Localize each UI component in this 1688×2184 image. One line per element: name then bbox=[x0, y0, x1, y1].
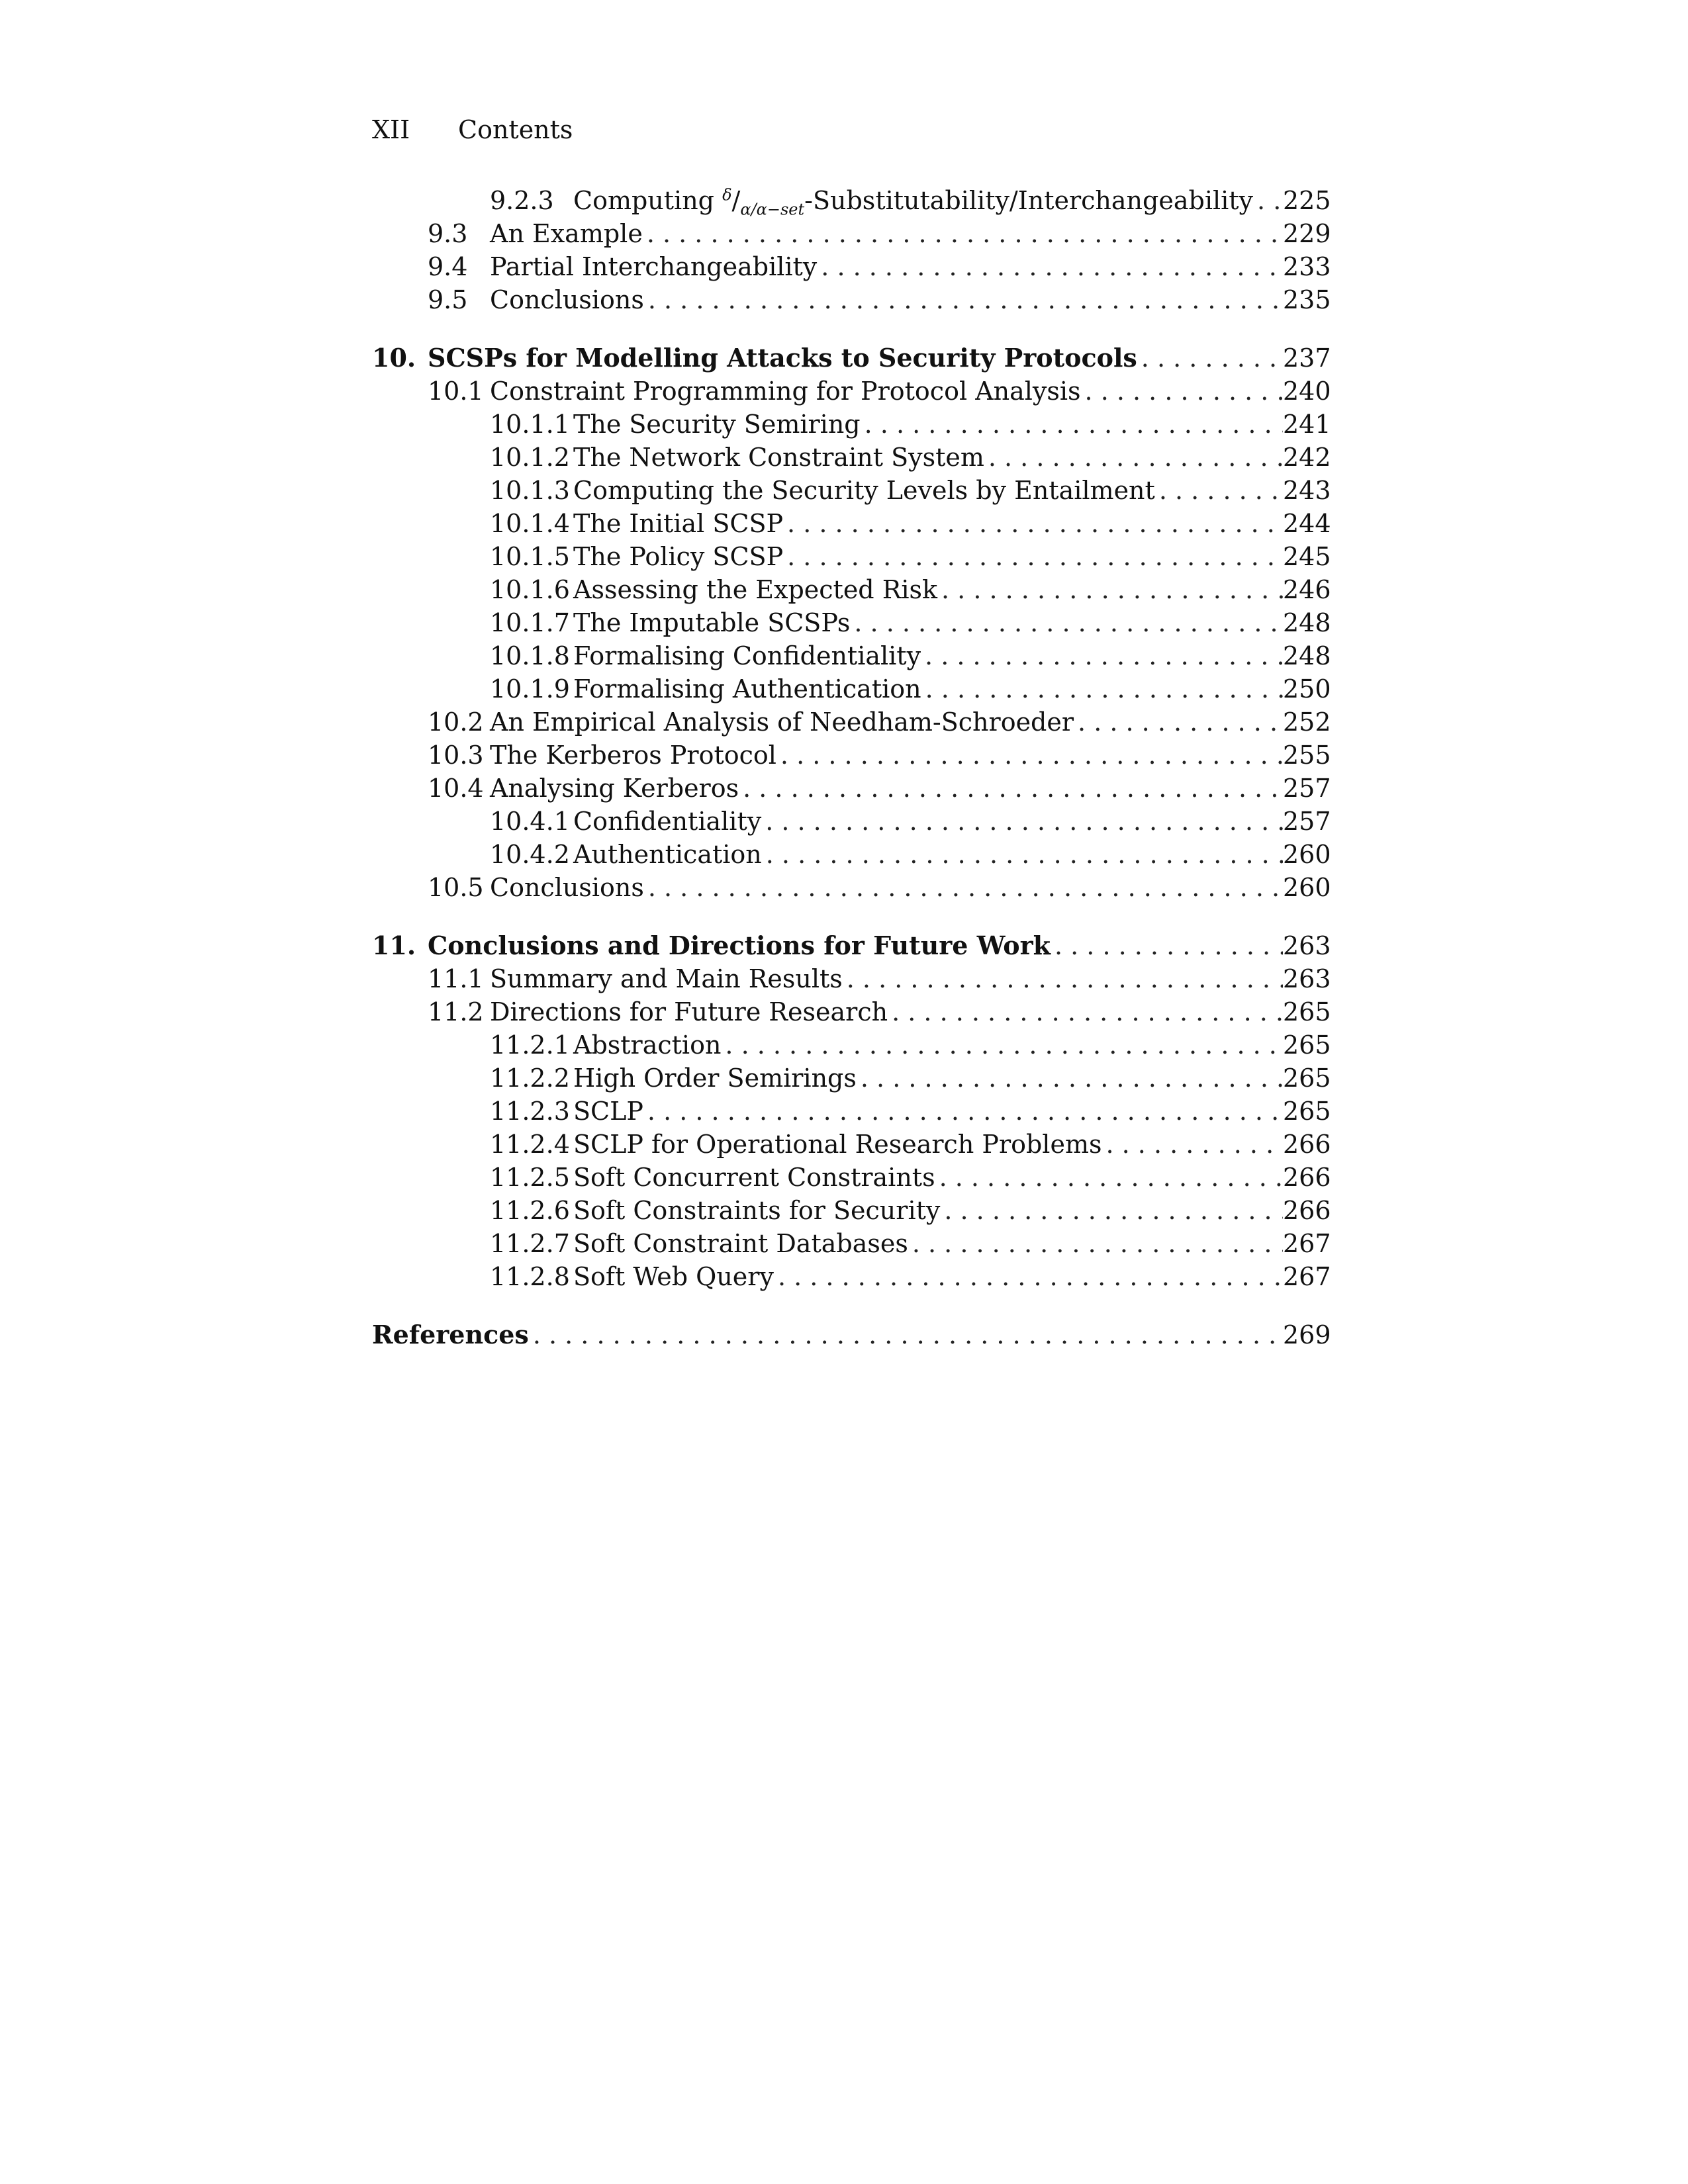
toc-entry-title: An Empirical Analysis of Needham-Schroeder bbox=[490, 707, 1074, 737]
toc-entry-number: 10.1.5 bbox=[490, 542, 570, 571]
toc-entry-number: 11.2.2 bbox=[490, 1064, 570, 1093]
dot-leader bbox=[721, 1028, 1283, 1062]
toc-entry-title: Soft Constraints for Security bbox=[573, 1196, 941, 1225]
toc-entry-page: 255 bbox=[1283, 741, 1331, 770]
dot-leader bbox=[776, 739, 1283, 772]
toc-entry-section[interactable] bbox=[372, 283, 1331, 316]
toc-entry-title: SCLP for Operational Research Problems bbox=[573, 1130, 1102, 1159]
toc-entry-page: 260 bbox=[1283, 873, 1331, 902]
toc-entry-number: 9.3 bbox=[428, 219, 468, 248]
toc-entry-number: 10.1.7 bbox=[490, 608, 570, 637]
dot-leader bbox=[762, 838, 1283, 871]
toc-entry-number: 11.1 bbox=[428, 964, 484, 993]
toc-entry-title: Computing the Security Levels by Entailment bbox=[573, 476, 1155, 505]
toc-entry-subsection[interactable] bbox=[372, 1260, 1331, 1293]
toc-entry-number: 11.2.8 bbox=[490, 1262, 570, 1291]
toc-entry-number: 10.2 bbox=[428, 707, 484, 737]
toc-entry-section[interactable] bbox=[372, 250, 1331, 283]
toc-entry-number: 10.1.1 bbox=[490, 410, 570, 439]
toc-entry-page: 266 bbox=[1283, 1130, 1331, 1159]
toc-entry-number: 10.4.1 bbox=[490, 807, 570, 836]
dot-leader bbox=[857, 1062, 1283, 1095]
toc-entry-page: 257 bbox=[1283, 774, 1331, 803]
toc-entry-subsection[interactable] bbox=[372, 1194, 1331, 1227]
toc-entry-number: 10. bbox=[372, 343, 416, 373]
dot-leader bbox=[783, 507, 1283, 540]
dot-leader bbox=[761, 805, 1283, 838]
toc-entry-section[interactable] bbox=[372, 772, 1331, 805]
toc-entry-number: 10.1 bbox=[428, 377, 484, 406]
toc-entry-number: 11.2.7 bbox=[490, 1229, 570, 1258]
table-of-contents bbox=[372, 184, 1331, 1351]
toc-entry-page: 245 bbox=[1283, 542, 1331, 571]
toc-entry-subsection[interactable] bbox=[372, 1161, 1331, 1194]
toc-entry-page: 250 bbox=[1283, 674, 1331, 704]
dot-leader bbox=[817, 250, 1283, 283]
dot-leader bbox=[644, 871, 1283, 904]
toc-entry-page: 265 bbox=[1283, 1030, 1331, 1060]
toc-entry-number: 10.1.3 bbox=[490, 476, 570, 505]
toc-entry-number: 11.2.5 bbox=[490, 1163, 570, 1192]
dot-leader bbox=[843, 962, 1283, 995]
toc-entry-title: An Example bbox=[490, 219, 643, 248]
toc-entry-title: SCSPs for Modelling Attacks to Security Protocols bbox=[428, 343, 1137, 373]
toc-entry-number: 11.2.1 bbox=[490, 1030, 570, 1060]
toc-entry-page: 266 bbox=[1283, 1163, 1331, 1192]
toc-entry-title: Directions for Future Research bbox=[490, 997, 888, 1026]
toc-entry-title: Analysing Kerberos bbox=[490, 774, 739, 803]
toc-entry-page: 237 bbox=[1283, 343, 1331, 373]
toc-entry-subsection[interactable] bbox=[372, 606, 1331, 639]
toc-entry-page: 235 bbox=[1283, 285, 1331, 314]
toc-entry-title: Authentication bbox=[573, 840, 762, 869]
toc-entry-number: 10.1.8 bbox=[490, 641, 570, 670]
dot-leader bbox=[888, 995, 1283, 1028]
toc-entry-title: Assessing the Expected Risk bbox=[573, 575, 937, 604]
dot-leader bbox=[940, 1194, 1283, 1227]
toc-entry-title: The Security Semiring bbox=[573, 410, 861, 439]
toc-entry-title: Conclusions bbox=[490, 285, 644, 314]
math-superscript: δ bbox=[722, 185, 732, 205]
toc-entry-page: 229 bbox=[1283, 219, 1331, 248]
toc-entry-page: 265 bbox=[1283, 1064, 1331, 1093]
toc-entry-number: 9.2.3 bbox=[490, 186, 554, 215]
toc-entry-number: 10.1.6 bbox=[490, 575, 570, 604]
toc-entry-title: Conclusions bbox=[490, 873, 644, 902]
dot-leader bbox=[1081, 375, 1283, 408]
toc-entry-subsection[interactable] bbox=[372, 474, 1331, 507]
toc-entry-references[interactable] bbox=[372, 1318, 1331, 1351]
math-slash: / bbox=[731, 186, 741, 215]
toc-entry-title: The Kerberos Protocol bbox=[490, 741, 776, 770]
dot-leader bbox=[850, 606, 1283, 639]
toc-entry-subsection[interactable] bbox=[372, 184, 1331, 219]
toc-entry-title: Formalising Authentication bbox=[573, 674, 921, 704]
toc-entry-page: 243 bbox=[1283, 476, 1331, 505]
toc-entry-page: 246 bbox=[1283, 575, 1331, 604]
toc-entry-chapter[interactable] bbox=[372, 341, 1331, 375]
toc-entry-title: Formalising Confidentiality bbox=[573, 641, 921, 670]
dot-leader bbox=[1137, 341, 1283, 375]
toc-entry-number: 10.1.2 bbox=[490, 443, 570, 472]
toc-entry-subsection[interactable] bbox=[372, 540, 1331, 573]
toc-entry-subsection[interactable] bbox=[372, 672, 1331, 705]
toc-entry-title bbox=[573, 184, 1253, 217]
toc-entry-number: 10.1.9 bbox=[490, 674, 570, 704]
toc-entry-page: 260 bbox=[1283, 840, 1331, 869]
toc-entry-subsection[interactable] bbox=[372, 1095, 1331, 1128]
toc-entry-page: 244 bbox=[1283, 509, 1331, 538]
toc-entry-subsection[interactable] bbox=[372, 1128, 1331, 1161]
toc-entry-subsection[interactable] bbox=[372, 507, 1331, 540]
toc-entry-page: 241 bbox=[1283, 410, 1331, 439]
dot-leader bbox=[861, 408, 1283, 441]
toc-entry-title: The Imputable SCSPs bbox=[573, 608, 851, 637]
dot-leader bbox=[984, 441, 1283, 474]
toc-entry-title-lead: Computing bbox=[573, 186, 723, 215]
toc-entry-page: 248 bbox=[1283, 641, 1331, 670]
toc-entry-section[interactable] bbox=[372, 995, 1331, 1028]
toc-entry-subsection[interactable] bbox=[372, 1062, 1331, 1095]
dot-leader bbox=[739, 772, 1283, 805]
page-number-roman: XII bbox=[372, 115, 410, 144]
math-subscript: α/α−set bbox=[740, 200, 805, 219]
toc-entry-subsection[interactable] bbox=[372, 1028, 1331, 1062]
toc-entry-page: 263 bbox=[1283, 931, 1331, 960]
toc-entry-page: 267 bbox=[1283, 1229, 1331, 1258]
toc-entry-number: 10.4.2 bbox=[490, 840, 570, 869]
toc-entry-number: 9.4 bbox=[428, 252, 468, 281]
toc-entry-title: The Network Constraint System bbox=[573, 443, 984, 472]
toc-entry-title: Confidentiality bbox=[573, 807, 762, 836]
toc-entry-title: High Order Semirings bbox=[573, 1064, 857, 1093]
toc-entry-number: 11.2.3 bbox=[490, 1097, 570, 1126]
dot-leader bbox=[644, 283, 1283, 316]
toc-entry-number: 9.5 bbox=[428, 285, 468, 314]
toc-entry-subsection[interactable] bbox=[372, 441, 1331, 474]
dot-leader bbox=[1155, 474, 1283, 507]
toc-entry-title: References bbox=[372, 1320, 529, 1349]
dot-leader bbox=[937, 573, 1283, 606]
toc-entry-section[interactable] bbox=[372, 217, 1331, 250]
toc-entry-title: SCLP bbox=[573, 1097, 643, 1126]
toc-entry-subsection[interactable] bbox=[372, 639, 1331, 672]
toc-entry-title: Partial Interchangeability bbox=[490, 252, 818, 281]
toc-entry-title: The Initial SCSP bbox=[573, 509, 784, 538]
toc-entry-number: 10.5 bbox=[428, 873, 484, 902]
dot-leader bbox=[774, 1260, 1283, 1293]
toc-entry-title: Soft Concurrent Constraints bbox=[573, 1163, 935, 1192]
toc-entry-page: 248 bbox=[1283, 608, 1331, 637]
toc-entry-number: 11. bbox=[372, 931, 416, 960]
dot-leader bbox=[529, 1318, 1283, 1351]
toc-entry-page: 265 bbox=[1283, 1097, 1331, 1126]
toc-entry-page: 267 bbox=[1283, 1262, 1331, 1291]
toc-entry-title: The Policy SCSP bbox=[573, 542, 784, 571]
toc-entry-section[interactable] bbox=[372, 739, 1331, 772]
toc-entry-subsection[interactable] bbox=[372, 838, 1331, 871]
toc-entry-subsection[interactable] bbox=[372, 408, 1331, 441]
toc-entry-number: 10.1.4 bbox=[490, 509, 570, 538]
dot-leader bbox=[643, 1095, 1283, 1128]
toc-entry-chapter[interactable] bbox=[372, 929, 1331, 962]
dot-leader bbox=[643, 217, 1283, 250]
toc-entry-page: 257 bbox=[1283, 807, 1331, 836]
toc-entry-title: Constraint Programming for Protocol Analysis bbox=[490, 377, 1081, 406]
toc-entry-page: 266 bbox=[1283, 1196, 1331, 1225]
toc-entry-title: Summary and Main Results bbox=[490, 964, 843, 993]
toc-entry-subsection[interactable] bbox=[372, 1227, 1331, 1260]
toc-entry-number: 10.4 bbox=[428, 774, 484, 803]
toc-entry-page: 263 bbox=[1283, 964, 1331, 993]
toc-entry-section[interactable] bbox=[372, 871, 1331, 904]
toc-entry-title-tail: -Substitutability/Interchangeability bbox=[804, 186, 1254, 215]
dot-leader bbox=[1102, 1128, 1283, 1161]
toc-entry-title: Soft Web Query bbox=[573, 1262, 774, 1291]
toc-entry-page: 252 bbox=[1283, 707, 1331, 737]
dot-leader bbox=[921, 639, 1283, 672]
dot-leader bbox=[783, 540, 1283, 573]
toc-entry-subsection[interactable] bbox=[372, 805, 1331, 838]
toc-entry-page: 242 bbox=[1283, 443, 1331, 472]
toc-entry-number: 11.2.4 bbox=[490, 1130, 570, 1159]
dot-leader bbox=[1074, 705, 1283, 739]
toc-entry-section[interactable] bbox=[372, 705, 1331, 739]
toc-entry-number: 11.2.6 bbox=[490, 1196, 570, 1225]
dot-leader bbox=[921, 672, 1283, 705]
toc-entry-number: 10.3 bbox=[428, 741, 484, 770]
toc-entry-section[interactable] bbox=[372, 375, 1331, 408]
toc-entry-page: 265 bbox=[1283, 997, 1331, 1026]
dot-leader bbox=[1051, 929, 1283, 962]
toc-entry-page: 240 bbox=[1283, 377, 1331, 406]
toc-entry-title: Abstraction bbox=[573, 1030, 722, 1060]
toc-entry-page: 233 bbox=[1283, 252, 1331, 281]
toc-entry-section[interactable] bbox=[372, 962, 1331, 995]
dot-leader bbox=[908, 1227, 1283, 1260]
toc-entry-page: 269 bbox=[1283, 1320, 1331, 1349]
toc-entry-subsection[interactable] bbox=[372, 573, 1331, 606]
dot-leader bbox=[935, 1161, 1283, 1194]
toc-entry-title: Soft Constraint Databases bbox=[573, 1229, 908, 1258]
running-title: Contents bbox=[458, 115, 573, 144]
toc-entry-number: 11.2 bbox=[428, 997, 484, 1026]
page-header bbox=[372, 114, 573, 146]
toc-entry-page: 225 bbox=[1283, 186, 1331, 215]
dot-leader bbox=[1253, 184, 1283, 217]
toc-entry-title: Conclusions and Directions for Future Work bbox=[428, 931, 1051, 960]
